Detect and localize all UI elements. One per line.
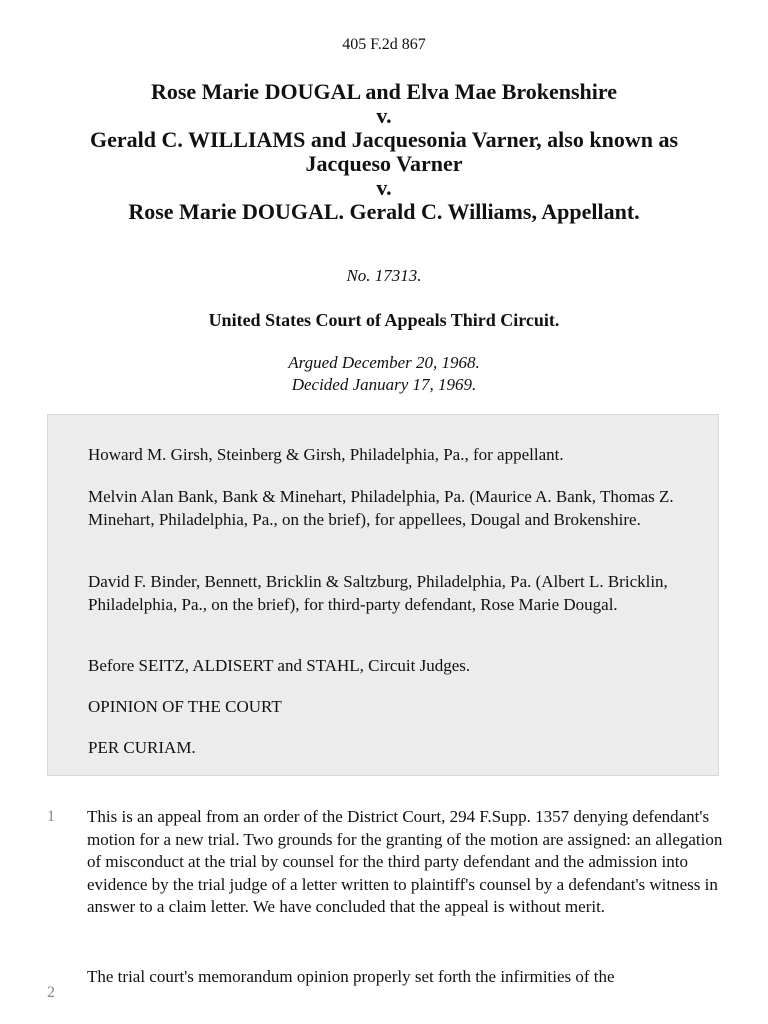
paragraph-number: 1: [47, 808, 55, 825]
counsel-block: [47, 414, 719, 776]
case-caption: [40, 80, 728, 224]
caption-plaintiffs: Rose Marie DOUGAL and Elva Mae Brokenshire: [150, 79, 618, 104]
decided-date: Decided January 17, 1969.: [291, 375, 477, 394]
case-citation: 405 F.2d 867: [342, 36, 426, 53]
caption-defendants-cont: Jacqueso Varner: [305, 151, 463, 176]
paragraph-text: The trial court's memorandum opinion properly set forth the infirmities of the: [87, 967, 615, 986]
counsel-appellant: Howard M. Girsh, Steinberg & Girsh, Philadelphia, Pa., for appellant.: [88, 445, 564, 464]
paragraph-text: This is an appeal from an order of the District Court, 294 F.Supp. 1357 denying defendant's motion for a new trial. Two grounds for the granting of the motion are assigned: an allegation of misconduct at the trial by counsel for the third party defendant and the admission into evidence by the trial judge of a letter written to plaintiff's counsel by a defendant's witness in answer to a claim letter. We have concluded that the appeal is without merit.: [87, 807, 723, 916]
caption-third-party: Rose Marie DOUGAL. Gerald C. Williams, Appellant.: [128, 199, 640, 224]
opinion-heading: OPINION OF THE COURT: [88, 697, 282, 716]
per-curiam: PER CURIAM.: [88, 738, 196, 757]
argued-date: Argued December 20, 1968.: [288, 353, 480, 372]
paragraph-number: 2: [47, 984, 55, 1001]
counsel-third-party: David F. Binder, Bennett, Bricklin & Saltzburg, Philadelphia, Pa. (Albert L. Bricklin, Philadelphia, Pa., on the brief), for third-party defendant, Rose Marie Dougal.: [88, 572, 668, 614]
counsel-appellees: Melvin Alan Bank, Bank & Minehart, Philadelphia, Pa. (Maurice A. Bank, Thomas Z. Minehart, Philadelphia, Pa., on the brief), for appellees, Dougal and Brokenshire.: [88, 487, 674, 529]
judges-line: Before SEITZ, ALDISERT and STAHL, Circuit Judges.: [88, 656, 471, 675]
caption-versus-2: v.: [376, 175, 392, 200]
court-name: United States Court of Appeals Third Circuit.: [208, 310, 560, 330]
caption-versus-1: v.: [376, 103, 392, 128]
caption-defendants: Gerald C. WILLIAMS and Jacquesonia Varner, also known as: [89, 127, 679, 152]
docket-number: No. 17313.: [346, 266, 422, 285]
case-dates: [0, 352, 768, 396]
